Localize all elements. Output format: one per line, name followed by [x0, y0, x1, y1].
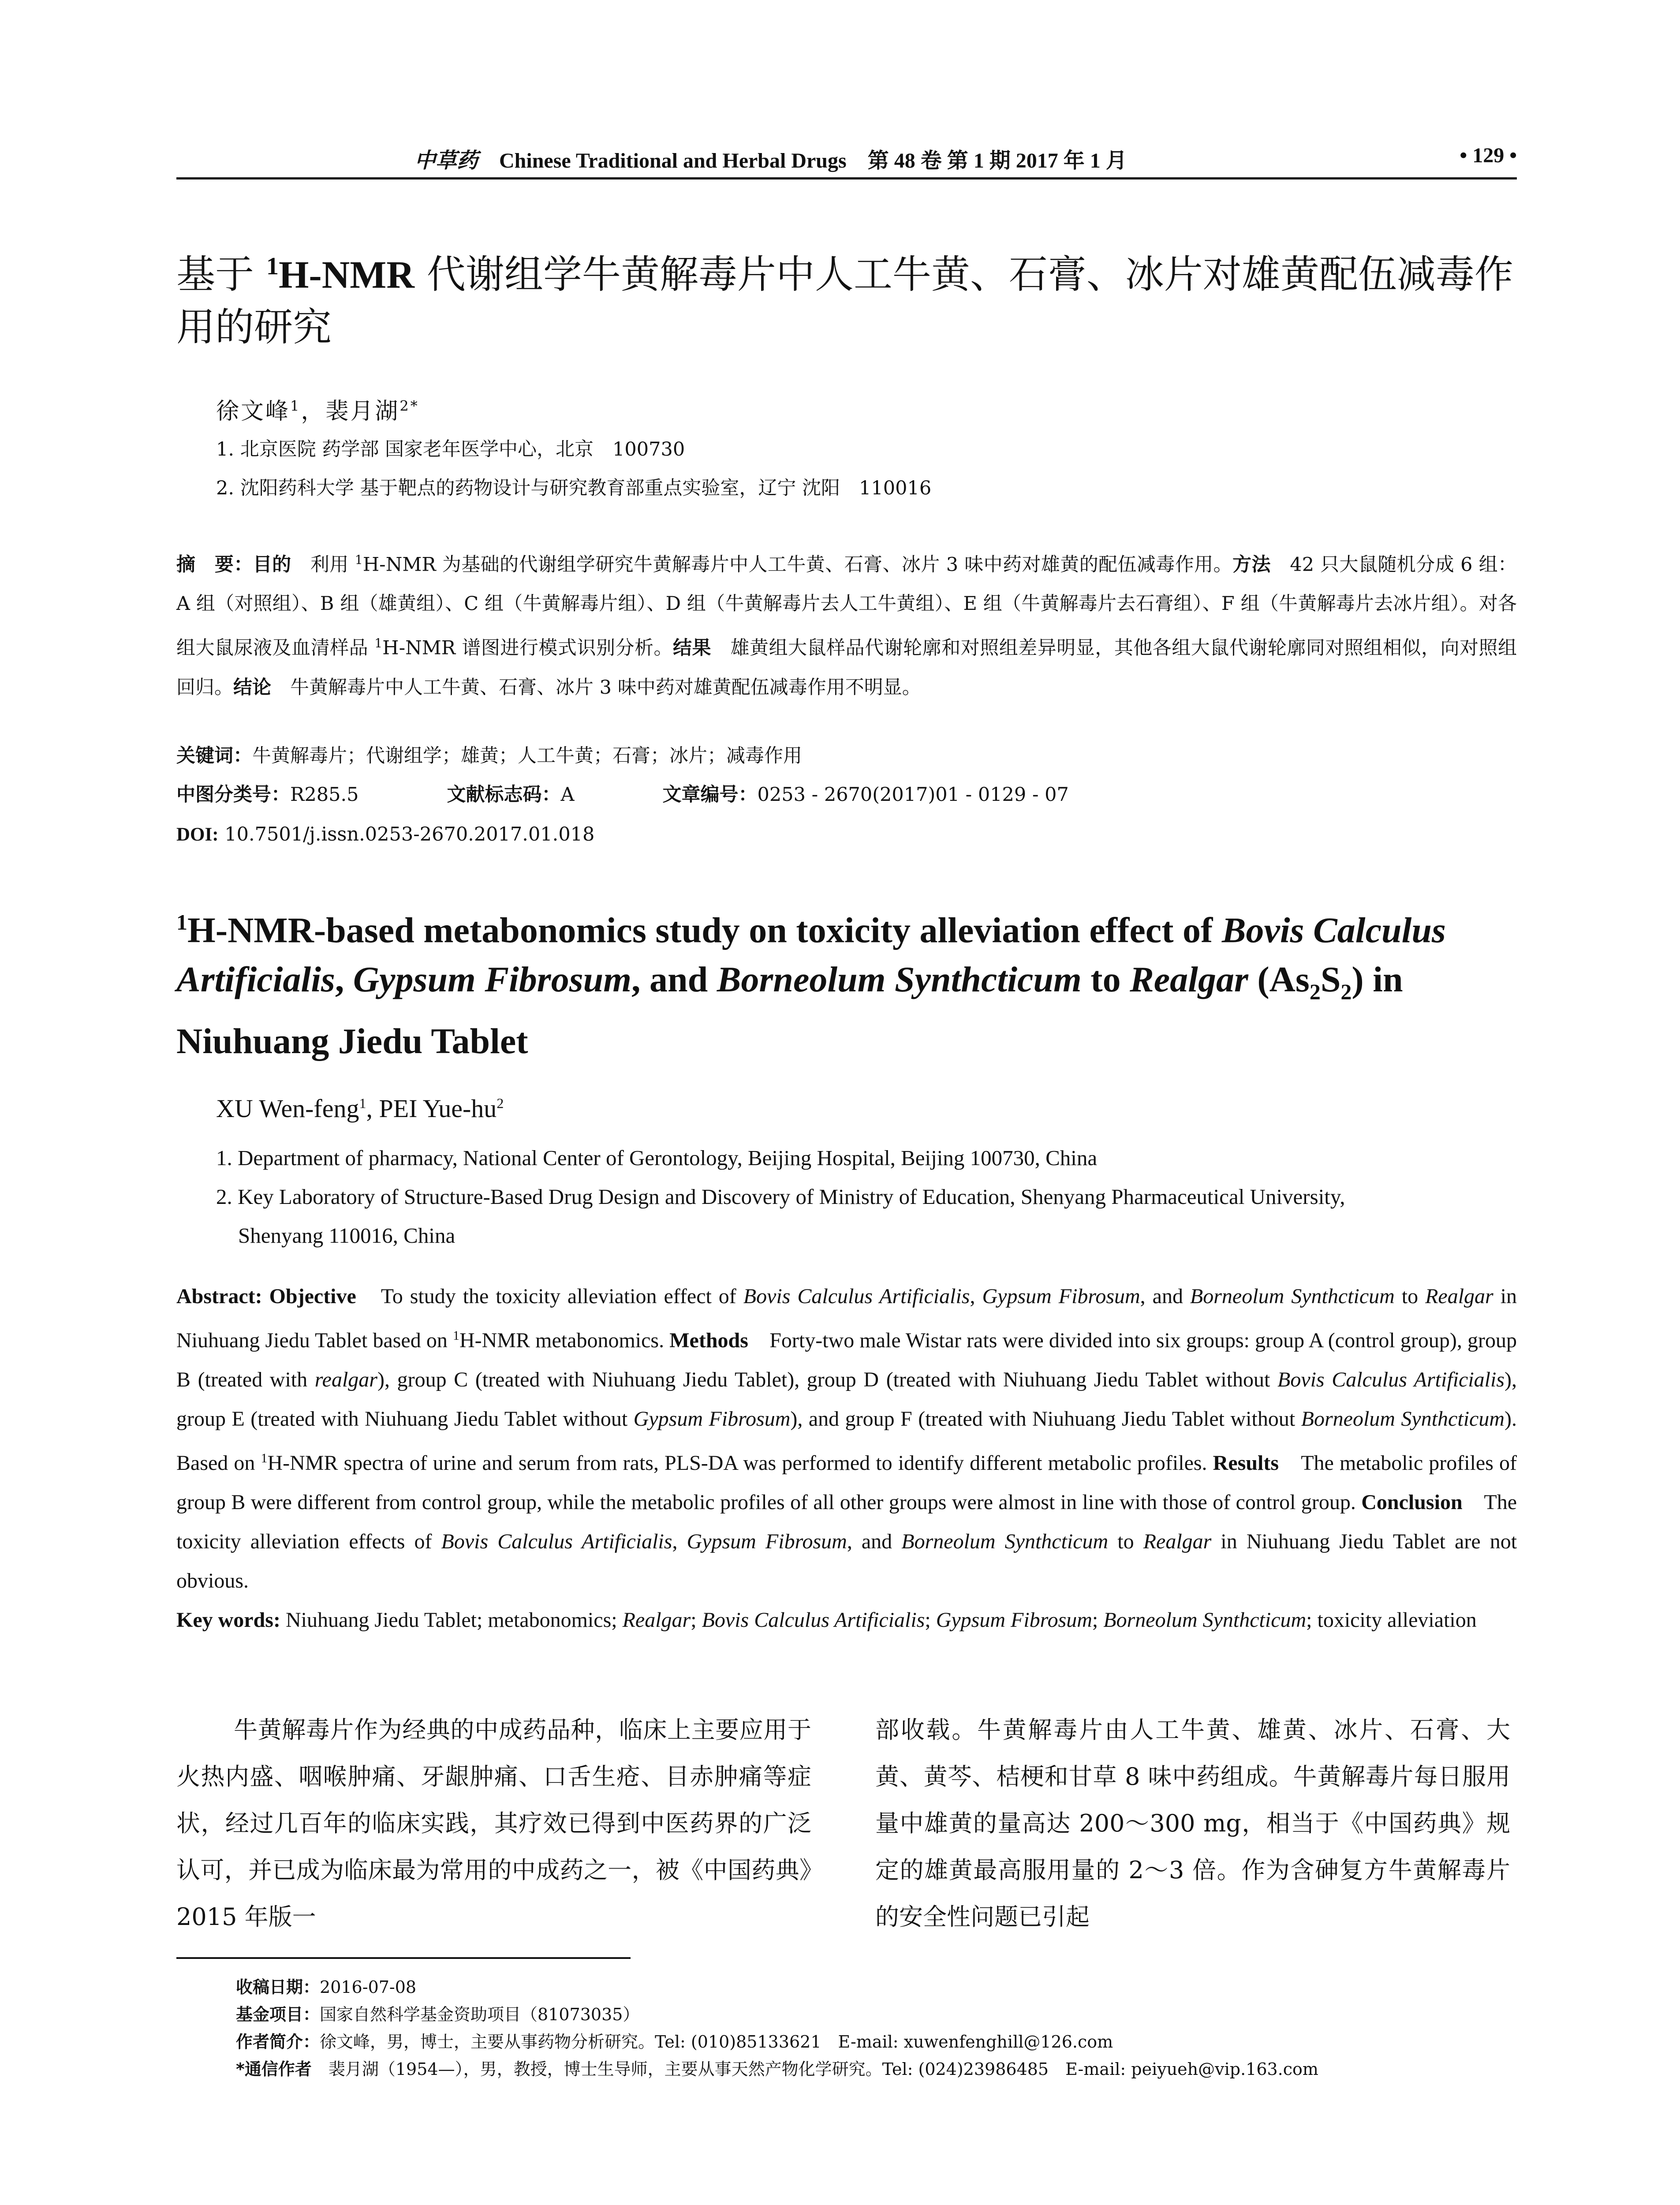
en-title-part: ,	[335, 959, 353, 1000]
en-kw-text: ;	[925, 1608, 936, 1632]
en-title-italic: Realgar	[1130, 959, 1248, 1000]
cn-title	[176, 240, 1517, 353]
clc-value: R285.5	[290, 784, 359, 806]
en-affiliation-1: 1. Department of pharmacy, National Center of Gerontology, Beijing Hospital, Beijing 100730, China	[216, 1146, 1098, 1170]
en-kw-italic: Bovis Calculus Artificialis	[702, 1608, 925, 1632]
en-title	[176, 897, 1517, 1066]
cn-affiliation-2: 2. 沈阳药科大学 基于靶点的药物设计与研究教育部重点实验室，辽宁 沈阳 110016	[216, 477, 932, 499]
en-author-1-sup: 1	[359, 1095, 366, 1111]
en-abs-text: ,	[970, 1285, 982, 1308]
en-abs-text: The toxicity alleviation effects of	[176, 1491, 1517, 1553]
footnote-text: 裴月湖（1954—），男，教授，博士生导师，主要从事天然产物化学研究。Tel: (024)23986485 E-mail: peiyueh@vip.163.com	[311, 2059, 1318, 2079]
en-title-part: H-NMR-based metabonomics study on toxicity alleviation effect of	[187, 910, 1222, 950]
cn-methods-sup: 1	[374, 636, 383, 651]
journal-name-en: Chinese Traditional and Herbal Drugs	[499, 149, 847, 172]
en-affiliation-2-line1: 2. Key Laboratory of Structure-Based Drug Design and Discovery of Ministry of Education, Shenyang Pharmaceutical University,	[216, 1185, 1345, 1209]
body-column-right: 部收载。牛黄解毒片由人工牛黄、雄黄、冰片、石膏、大黄、黄芩、桔梗和甘草 8 味中药组成。牛黄解毒片每日服用量中雄黄的量高达 200～300 mg，相当于《中国药典》规定的雄黄最高服用量的 2～3 倍。作为含砷复方牛黄解毒片的安全性问题已引起	[875, 1716, 1510, 1931]
en-title-sub: 2	[1340, 979, 1352, 1004]
en-abs-text: ,	[672, 1530, 687, 1553]
clc-label: 中图分类号：	[176, 784, 290, 806]
running-head-journal	[414, 143, 1127, 174]
doc-code-value: A	[560, 784, 575, 806]
en-abs-italic: Gypsum Fibrosum	[687, 1530, 847, 1553]
cn-author-1: 徐文峰	[216, 398, 291, 425]
cn-abstract	[176, 540, 1517, 707]
cn-keywords	[176, 736, 1517, 776]
en-kw-italic: Borneolum Synthcticum	[1103, 1608, 1307, 1632]
en-abs-italic: realgar	[314, 1368, 377, 1391]
page-number: • 129 •	[1460, 144, 1517, 167]
en-abs-text: in Niuhuang Jiedu Tablet are not obvious.	[176, 1530, 1517, 1592]
en-author-2-sup: 2	[497, 1095, 504, 1111]
en-kw-text: Niuhuang Jiedu Tablet; metabonomics;	[280, 1608, 623, 1632]
en-affiliation-2-line2: Shenyang 110016, China	[238, 1223, 455, 1248]
en-results-label: Results	[1213, 1451, 1279, 1475]
cn-author-sep: ，	[301, 398, 326, 425]
en-abs-text: ), group E (treated with Niuhuang Jiedu Tablet without	[176, 1368, 1517, 1431]
en-abs-italic: Realgar	[1143, 1530, 1212, 1553]
footnote-label: *通信作者	[236, 2059, 312, 2079]
en-title-part: , and	[631, 959, 717, 1000]
en-abs-text: to	[1394, 1285, 1426, 1308]
doc-code-label: 文献标志码：	[447, 784, 561, 806]
body-column-left: 牛黄解毒片作为经典的中成药品种，临床上主要应用于火热内盛、咽喉肿痛、牙龈肿痛、口舌生疮、目赤肿痛等症状，经过几百年的临床实践，其疗效已得到中医药界的广泛认可，并已成为临床最为常用的中成药之一，被《中国药典》2015 年版一	[176, 1716, 811, 1931]
en-abs-text: ). Based on	[176, 1407, 1517, 1475]
en-abs-italic: Gypsum Fibrosum	[633, 1407, 791, 1431]
en-title-sub: 2	[1309, 979, 1321, 1004]
cn-title-prefix: 基于	[176, 251, 266, 297]
footnote-received	[236, 1973, 1318, 2001]
cn-methods-label: 方法	[1232, 553, 1271, 576]
en-kw-italic: Gypsum Fibrosum	[936, 1608, 1092, 1632]
cn-conclusion-label: 结论	[233, 676, 271, 699]
en-abs-text: H-NMR spectra of urine and serum from rats, PLS-DA was performed to identify different metabolic profiles.	[267, 1451, 1213, 1475]
en-methods-label: Methods	[669, 1329, 748, 1352]
footnote-text: 2016-07-08	[320, 1977, 417, 1997]
cn-classification-line	[176, 775, 1517, 815]
en-title-part: to	[1081, 959, 1130, 1000]
footnotes	[236, 1973, 1318, 2083]
en-author-sep: ,	[366, 1094, 379, 1123]
cn-author-2: 裴月湖	[325, 398, 400, 425]
cn-author-2-sup: 2*	[399, 397, 419, 415]
en-abs-italic: Borneolum Synthcticum	[1301, 1407, 1505, 1431]
en-authors	[216, 1094, 504, 1123]
cn-results-label: 结果	[673, 637, 712, 659]
cn-title-nmr: H-NMR	[278, 254, 414, 297]
footnote-corresponding	[236, 2056, 1318, 2083]
en-abs-italic: Realgar	[1425, 1285, 1493, 1308]
footnote-label: 作者简介：	[236, 2032, 320, 2052]
footnote-author-bio	[236, 2028, 1318, 2056]
doi-value[interactable]: 10.7501/j.issn.0253-2670.2017.01.018	[218, 823, 595, 845]
en-abs-text: The metabolic profiles of group B were different from control group, while the metabolic profiles of all other groups were almost in line with those of control group.	[176, 1451, 1517, 1514]
en-keywords-label: Key words:	[176, 1608, 280, 1632]
en-kw-text: ;	[1092, 1608, 1104, 1632]
cn-affiliation-1: 1. 北京医院 药学部 国家老年医学中心，北京 100730	[216, 438, 685, 460]
cn-authors	[216, 392, 419, 426]
article-no-label: 文章编号：	[662, 784, 758, 806]
footnote-label: 收稿日期：	[236, 1977, 320, 1997]
en-abs-sup: 1	[453, 1328, 460, 1343]
en-author-2: PEI Yue-hu	[379, 1094, 497, 1123]
en-abstract	[176, 1277, 1517, 1640]
cn-results-text: 雄黄组大鼠样品代谢轮廓和对照组差异明显，其他各组大鼠代谢轮廓同对照组相似，向对照组回归。	[176, 637, 1517, 699]
cn-objective-text: 利用	[291, 553, 355, 576]
header-rule	[176, 177, 1517, 179]
en-abs-text: , and	[1140, 1285, 1190, 1308]
cn-objective-label: 目的	[253, 553, 291, 576]
footnote-fund	[236, 2001, 1318, 2028]
en-kw-text: ;	[691, 1608, 702, 1632]
en-abs-text: To study the toxicity alleviation effect of	[356, 1285, 743, 1308]
en-title-italic: Gypsum Fibrosum	[353, 959, 632, 1000]
cn-conclusion-text: 牛黄解毒片中人工牛黄、石膏、冰片 3 味中药对雄黄配伍减毒作用不明显。	[271, 676, 921, 699]
en-abstract-label: Abstract: Objective	[176, 1285, 356, 1308]
en-abs-text: ), group C (treated with Niuhuang Jiedu Tablet), group D (treated with Niuhuang Jiedu Tablet without	[377, 1368, 1277, 1391]
en-kw-italic: Realgar	[622, 1608, 691, 1632]
cn-author-1-sup: 1	[290, 397, 301, 415]
cn-objective-sup: 1	[355, 553, 363, 567]
en-conclusion-label: Conclusion	[1361, 1491, 1463, 1514]
en-abs-italic: Bovis Calculus Artificialis	[441, 1530, 672, 1553]
footnote-text: 徐文峰，男，博士，主要从事药物分析研究。Tel: (010)85133621 E-mail: xuwenfenghill@126.com	[320, 2032, 1113, 2052]
article-no-value: 0253 - 2670(2017)01 - 0129 - 07	[757, 784, 1069, 806]
en-abs-text: in Niuhuang Jiedu Tablet based on	[176, 1285, 1517, 1352]
en-abs-text: ), and group F (treated with Niuhuang Jiedu Tablet without	[790, 1407, 1301, 1431]
cn-methods-text-2: H-NMR 谱图进行模式识别分析。	[382, 637, 673, 659]
en-abs-sup: 1	[261, 1451, 268, 1465]
en-abs-italic: Gypsum Fibrosum	[982, 1285, 1140, 1308]
doi-line	[176, 815, 1517, 854]
en-abs-italic: Bovis Calculus Artificialis	[1277, 1368, 1505, 1391]
en-abs-text: H-NMR metabonomics.	[459, 1329, 670, 1352]
footnote-text: 国家自然科学基金资助项目（81073035）	[320, 2005, 640, 2024]
en-abs-italic: Bovis Calculus Artificialis	[743, 1285, 970, 1308]
cn-abstract-label: 摘 要：	[176, 553, 253, 576]
journal-issue: 第 48 卷 第 1 期 2017 年 1 月	[867, 149, 1127, 172]
cn-objective-text-2: H-NMR 为基础的代谢组学研究牛黄解毒片中人工牛黄、石膏、冰片 3 味中药对雄黄的配伍减毒作用。	[362, 553, 1233, 576]
en-title-part: ) in Niuhuang Jiedu Tablet	[176, 959, 1403, 1061]
running-head	[176, 143, 1517, 179]
cn-keywords-label: 关键词：	[176, 745, 252, 767]
journal-logo-cn: 中草药	[414, 149, 478, 172]
doi-label: DOI:	[176, 824, 219, 845]
en-title-part: S	[1320, 959, 1341, 1000]
footnote-label: 基金项目：	[236, 2005, 320, 2024]
footnote-rule	[176, 1957, 631, 1959]
en-title-italic: Borneolum Synthcticum	[717, 959, 1082, 1000]
en-author-1: XU Wen-feng	[216, 1094, 359, 1123]
en-title-part: (As	[1248, 959, 1310, 1000]
en-affiliation-2	[216, 1177, 1521, 1255]
cn-methods-text: 42 只大鼠随机分成 6 组：A 组（对照组）、B 组（雄黄组）、C 组（牛黄解毒片组）、D 组（牛黄解毒片去人工牛黄组）、E 组（牛黄解毒片去石膏组）、F 组（牛黄解毒片去冰片组）。对各组大鼠尿液及血清样品	[176, 553, 1517, 659]
cn-title-sup: 1	[266, 253, 279, 280]
cn-title-rest: 代谢组学牛黄解毒片中人工牛黄、石膏、冰片对雄黄配伍减毒作用的研究	[176, 251, 1513, 350]
en-title-sup: 1	[176, 910, 187, 934]
en-title-italic: Bovis Calculus Artificialis	[176, 910, 1446, 1000]
en-abs-text: , and	[847, 1530, 902, 1553]
en-abs-text: Forty-two male Wistar rats were divided into six groups: group A (control group), group B (treated with	[176, 1329, 1517, 1391]
en-kw-text: ; toxicity alleviation	[1306, 1608, 1477, 1632]
cn-keywords-text: 牛黄解毒片；代谢组学；雄黄；人工牛黄；石膏；冰片；减毒作用	[252, 745, 802, 767]
en-abs-italic: Borneolum Synthcticum	[1190, 1285, 1395, 1308]
en-abs-italic: Borneolum Synthcticum	[901, 1530, 1109, 1553]
en-abs-text: to	[1108, 1530, 1143, 1553]
